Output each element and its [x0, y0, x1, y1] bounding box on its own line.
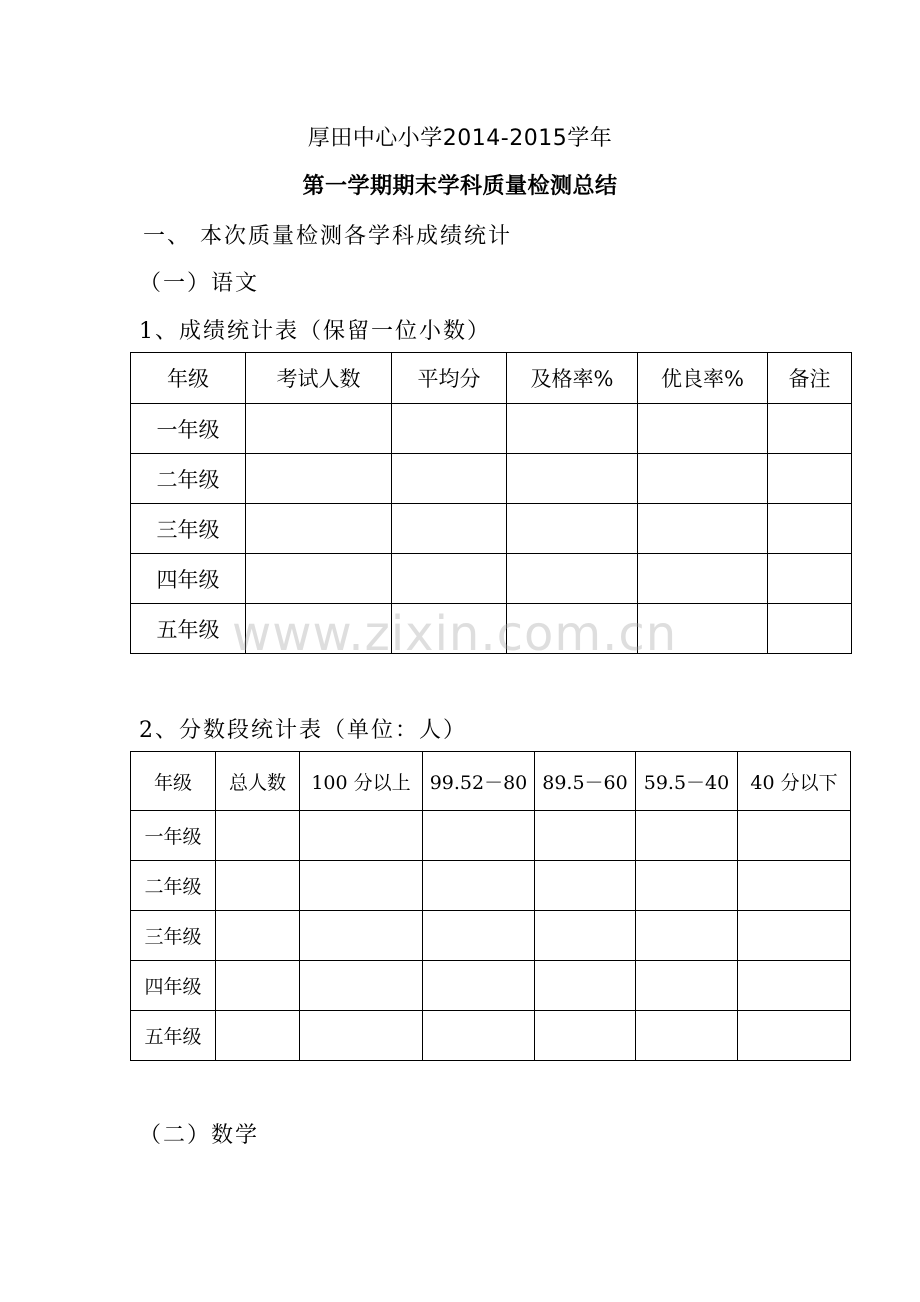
table-cell [507, 504, 638, 554]
table-cell [738, 911, 851, 961]
table-cell [392, 554, 507, 604]
header-cell: 年级 [131, 752, 216, 811]
header-cell: 总人数 [216, 752, 300, 811]
table-cell [300, 861, 423, 911]
table1-header-row [131, 353, 852, 404]
table-cell [636, 811, 738, 861]
table-cell [300, 961, 423, 1011]
header-cell: 89.5－60 [535, 752, 636, 811]
header-cell: 平均分 [392, 353, 507, 404]
table-row [131, 861, 851, 911]
header-cell: 40 分以下 [738, 752, 851, 811]
table-cell [246, 504, 392, 554]
table-row [131, 911, 851, 961]
grade-cell: 五年级 [131, 604, 246, 654]
table-cell [300, 811, 423, 861]
table-cell [638, 504, 768, 554]
table-cell [507, 404, 638, 454]
table-cell [535, 1011, 636, 1061]
table1-caption: 1、成绩统计表（保留一位小数） [139, 319, 491, 344]
table-cell [636, 911, 738, 961]
table-cell [738, 961, 851, 1011]
table2-caption: 2、分数段统计表（单位：人） [139, 718, 467, 743]
header-cell: 及格率% [507, 353, 638, 404]
grade-cell: 二年级 [131, 454, 246, 504]
table-cell [392, 504, 507, 554]
table-cell [636, 961, 738, 1011]
table-cell [300, 911, 423, 961]
table-cell [392, 404, 507, 454]
header-cell: 100 分以上 [300, 752, 423, 811]
watermark: www.zixin.com.cn [232, 606, 678, 662]
score-range-table [130, 751, 851, 1061]
document-title-line1: 厚田中心小学2014-2015学年 [307, 126, 613, 151]
table-cell [216, 811, 300, 861]
table-cell [423, 861, 535, 911]
table-cell [423, 1011, 535, 1061]
document-title-line2: 第一学期期末学科质量检测总结 [302, 174, 618, 199]
table-cell [636, 861, 738, 911]
table-cell [535, 961, 636, 1011]
subsection-math-heading: （二）数学 [139, 1123, 260, 1148]
table-row [131, 811, 851, 861]
header-cell: 年级 [131, 353, 246, 404]
table-row [131, 504, 852, 554]
table-cell [738, 1011, 851, 1061]
table-cell [535, 861, 636, 911]
table-cell [423, 911, 535, 961]
grade-cell: 五年级 [131, 1011, 216, 1061]
subsection-chinese-heading: （一）语文 [139, 271, 260, 296]
header-cell: 备注 [768, 353, 852, 404]
table-cell [768, 404, 852, 454]
table-cell [246, 554, 392, 604]
table-cell [535, 811, 636, 861]
grade-cell: 一年级 [131, 811, 216, 861]
table-cell [423, 811, 535, 861]
table-cell [507, 454, 638, 504]
table-cell [768, 504, 852, 554]
table-cell [738, 811, 851, 861]
grade-cell: 三年级 [131, 504, 246, 554]
table-cell [216, 1011, 300, 1061]
table-cell [535, 911, 636, 961]
table-cell [216, 961, 300, 1011]
header-cell: 99.52－80 [423, 752, 535, 811]
table-row [131, 404, 852, 454]
table-cell [507, 554, 638, 604]
table-cell [246, 454, 392, 504]
grade-cell: 四年级 [131, 554, 246, 604]
table-cell [768, 454, 852, 504]
table-cell [768, 604, 852, 654]
header-cell: 优良率% [638, 353, 768, 404]
table-row [131, 554, 852, 604]
table-row [131, 454, 852, 504]
table-cell [738, 861, 851, 911]
table-row [131, 961, 851, 1011]
table-cell [216, 861, 300, 911]
section1-heading: 一、 本次质量检测各学科成绩统计 [143, 224, 512, 249]
table-row [131, 1011, 851, 1061]
header-cell: 考试人数 [246, 353, 392, 404]
grade-cell: 三年级 [131, 911, 216, 961]
table-cell [216, 911, 300, 961]
table-cell [638, 454, 768, 504]
table-cell [638, 554, 768, 604]
grade-cell: 二年级 [131, 861, 216, 911]
table2-header-row [131, 752, 851, 811]
table-cell [636, 1011, 738, 1061]
table-cell [246, 404, 392, 454]
table-cell [392, 454, 507, 504]
table-cell [300, 1011, 423, 1061]
header-cell: 59.5－40 [636, 752, 738, 811]
table-cell [638, 404, 768, 454]
grade-cell: 四年级 [131, 961, 216, 1011]
table-cell [768, 554, 852, 604]
grade-cell: 一年级 [131, 404, 246, 454]
table-cell [423, 961, 535, 1011]
